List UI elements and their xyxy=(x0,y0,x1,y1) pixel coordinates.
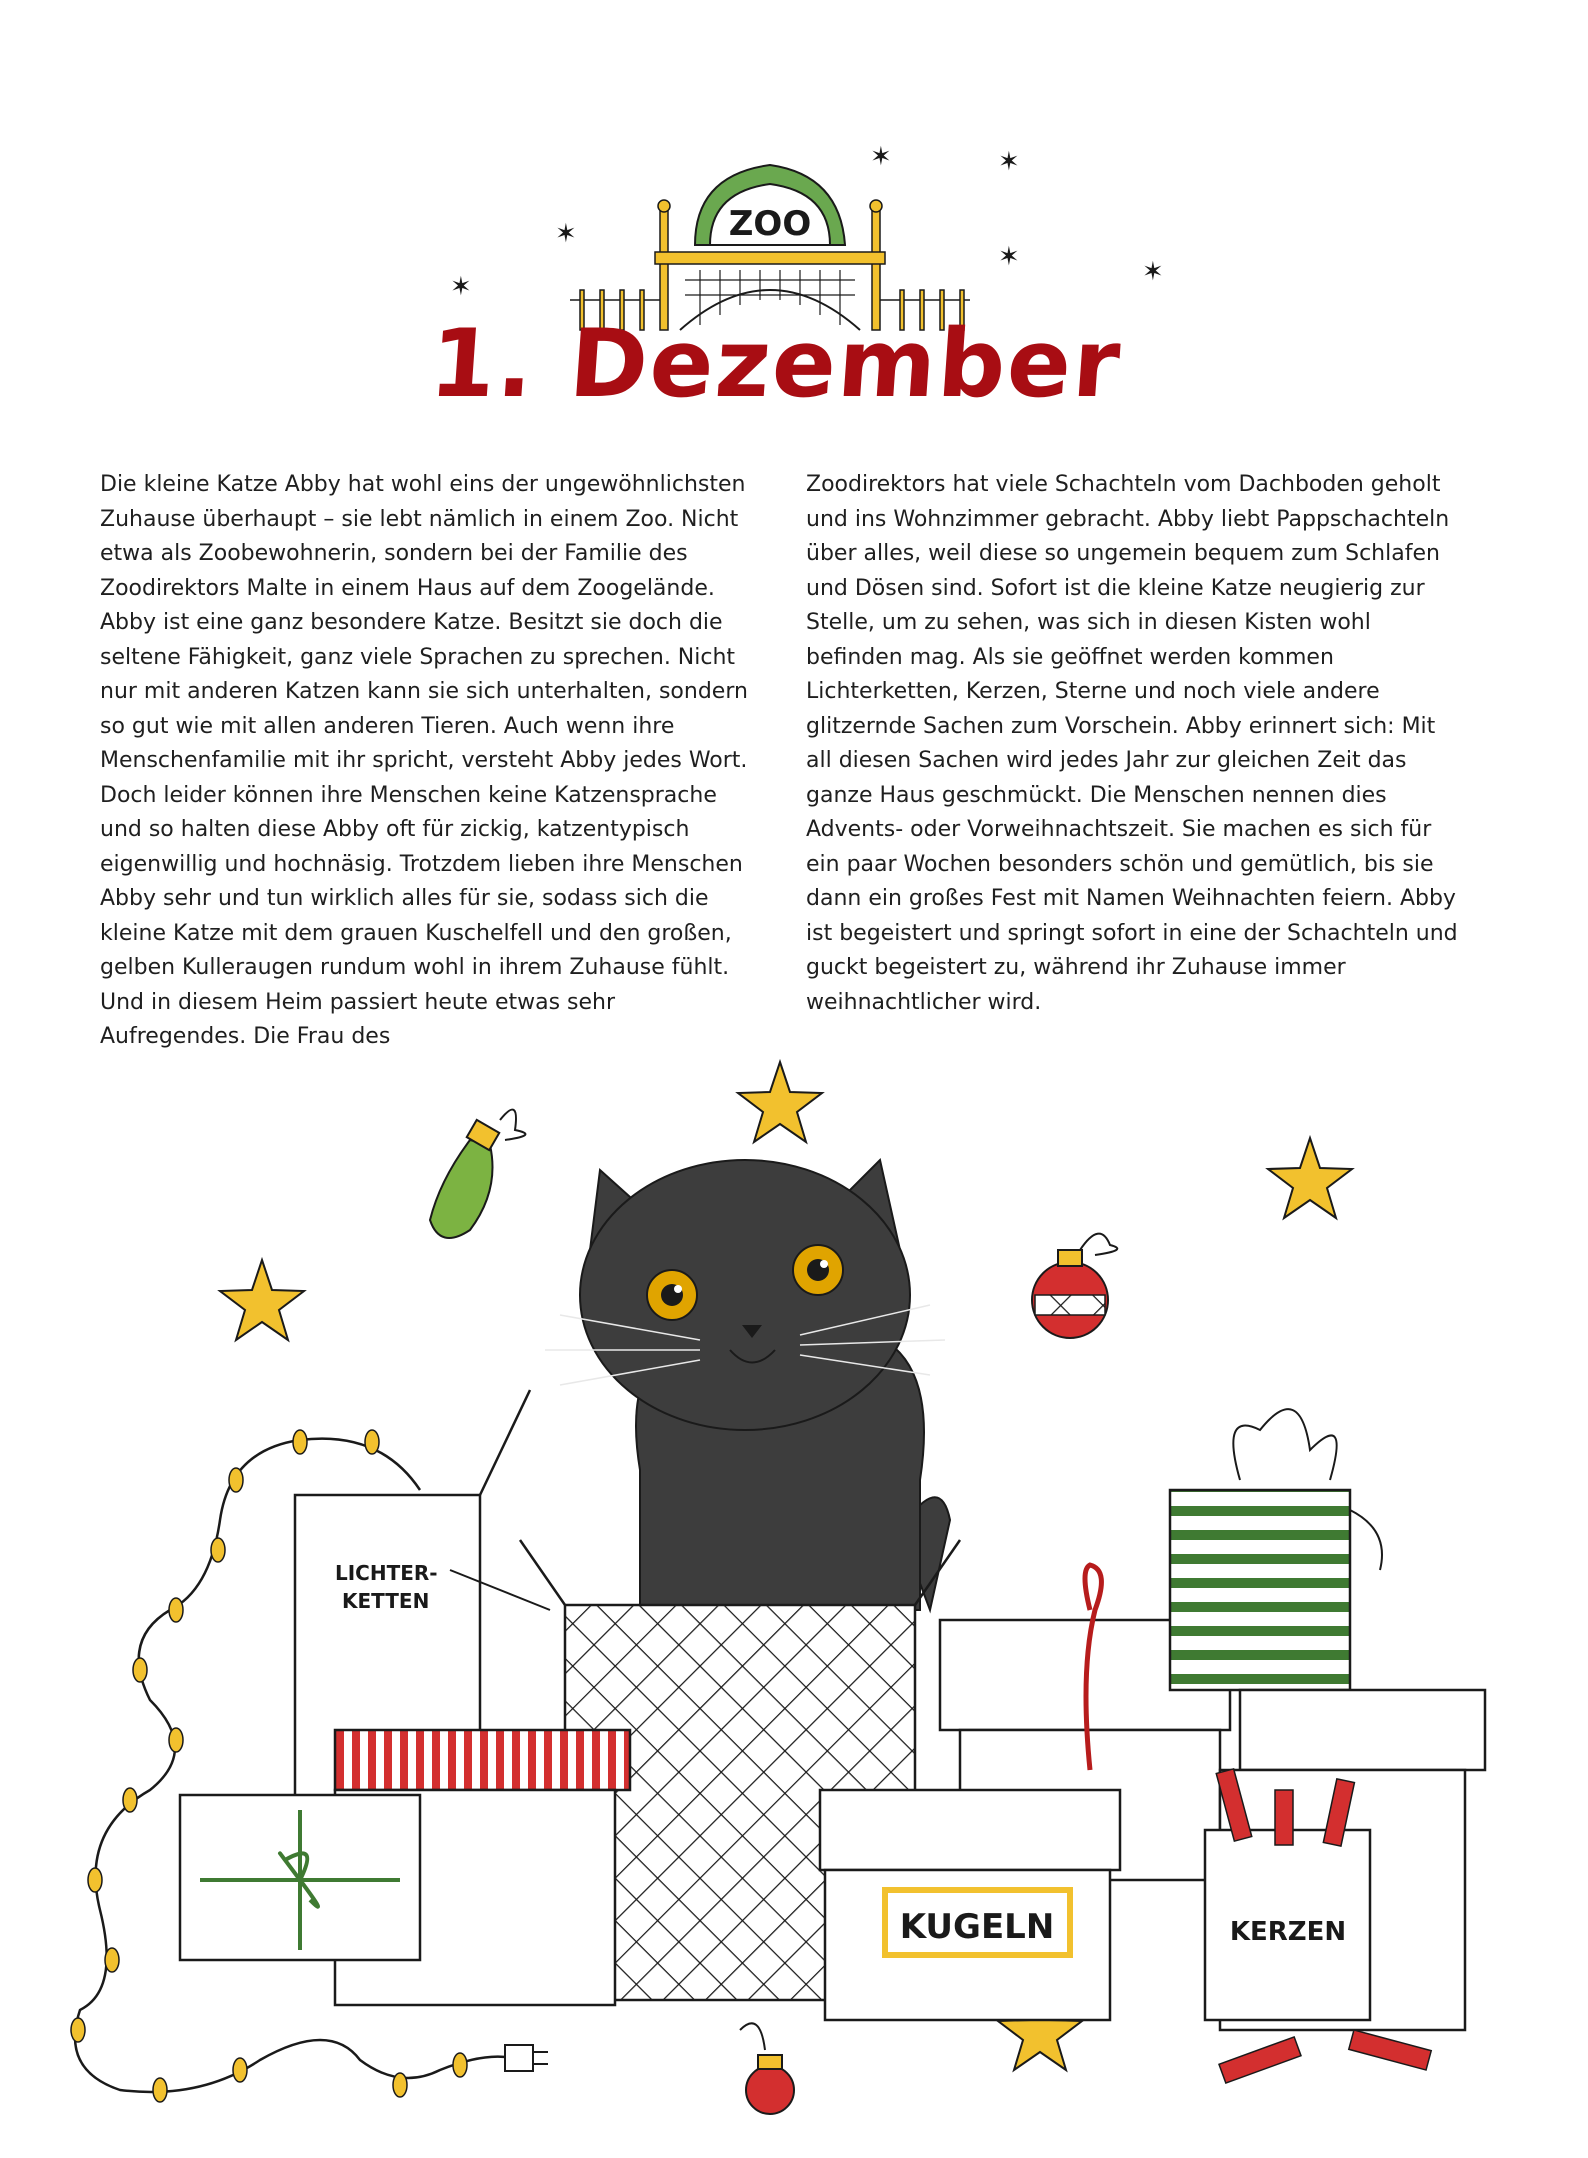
cat-abby xyxy=(545,1160,950,1610)
candles-box-label: KERZEN xyxy=(1229,1917,1347,1947)
star-icon: ✶ xyxy=(450,272,472,302)
zoo-sign-text: ZOO xyxy=(728,204,812,244)
zoo-gate-icon xyxy=(570,165,970,330)
star-icon: ✶ xyxy=(1142,257,1164,287)
star-icon: ✶ xyxy=(998,242,1020,272)
star-icon xyxy=(220,1260,304,1340)
star-icon xyxy=(1268,1138,1352,1218)
cat-head xyxy=(580,1160,910,1430)
cat-in-boxes-illustration xyxy=(0,1050,1588,2158)
candles-box xyxy=(1205,1690,1485,2030)
loose-candles-icon xyxy=(1219,2030,1431,2083)
story-left-column: Die kleine Katze Abby hat wohl eins der ungewöhnlichsten Zuhause überhaupt – sie lebt nämlich in einem Zoo. Nicht etwa als Zoobewohnerin, sondern bei der Familie des Zoodirektors Malte in einem Haus auf dem Zoogelände. Abby ist eine ganz besondere Katze. Besitzt sie doch die seltene Fähigkeit, ganz viele Sprachen zu sprechen. Nicht nur mit anderen Katzen kann sie sich unterhalten, sondern so gut wie mit allen anderen Tieren. Auch wenn ihre Menschenfamilie mit ihr spricht, versteht Abby jedes Wort. Doch leider können ihre Menschen keine Katzensprache und so halten diese Abby oft für zickig, katzentypisch eigenwillig und hochnäsig. Trotzdem lieben ihre Menschen Abby sehr und tun wirklich alles für sie, sodass sich die kleine Katze mit dem grauen Kuschelfell und den großen, gelben Kulleraugen rundum wohl in ihrem Zuhause fühlt. Und in diesem Heim passiert heute etwas sehr Aufregendes. Die Frau des xyxy=(100,472,748,1049)
green-ornament-icon xyxy=(430,1110,525,1238)
star-icon: ✶ xyxy=(555,219,577,249)
star-icon xyxy=(738,1062,822,1142)
red-ornament-icon xyxy=(1032,1234,1117,1338)
plug-icon xyxy=(505,2045,533,2071)
lights-box-label-line1: LICHTER- xyxy=(335,1561,438,1585)
lights-box-label-line2: KETTEN xyxy=(342,1589,430,1613)
ornaments-box-label: KUGELN xyxy=(899,1907,1055,1947)
star-icon: ✶ xyxy=(998,147,1020,177)
star-icon: ✶ xyxy=(870,142,892,172)
gift-box xyxy=(180,1795,420,1960)
page-title: 1. Dezember xyxy=(426,310,1126,419)
small-red-ornament-icon xyxy=(740,2023,794,2114)
green-striped-box xyxy=(1170,1409,1382,1690)
story-right-column: Zoodirektors hat viele Schachteln vom Dachboden geholt und ins Wohnzimmer gebracht. Abby liebt Pappschachteln über alles, weil diese so ungemein bequem zum Schlafen und Dösen sind. Sofort ist die kleine Katze neugierig zur Stelle, um zu sehen, was sich in diesen Kisten wohl befinden mag. Als sie geöffnet werden kommen Lichterketten, Kerzen, Sterne und noch viele andere glitzernde Sachen zum Vorschein. Abby erinnert sich: Mit all diesen Sachen wird jedes Jahr zur gleichen Zeit das ganze Haus geschmückt. Die Menschen nennen dies Advents- oder Vorweihnachtszeit. Sie machen es sich für ein paar Wochen besonders schön und gemütlich, bis sie dann ein großes Fest mit Namen Weihnachten feiern. Abby ist begeistert und springt sofort in eine der Schachteln und guckt begeistert zu, während ihr Zuhause immer weihnachtlicher wird. xyxy=(806,472,1458,1015)
